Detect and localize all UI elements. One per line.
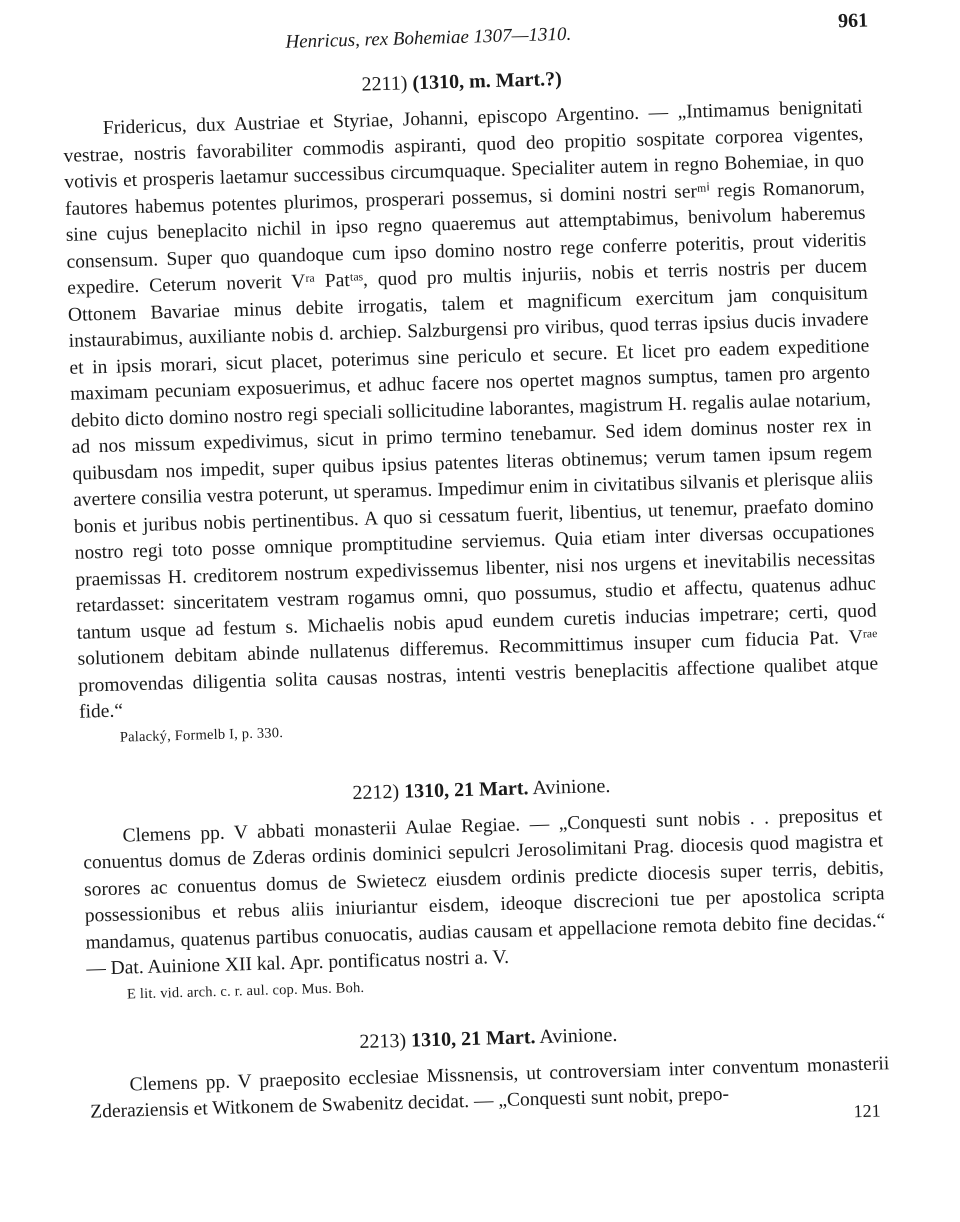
document-number: 2212): [352, 780, 400, 804]
document-date: (1310, m. Mart.?): [412, 68, 563, 95]
document-text: Clemens pp. V praeposito ecclesiae Missnensis, ut controversiam inter conventum monasterii Zderaziensis et Witkonem de Swabenitz decidat. — „Conquesti sunt nobit, prepo-: [89, 1052, 890, 1123]
page: [60, 6, 891, 1146]
document-source: Palacký, Formelb I, p. 330.: [119, 724, 284, 746]
page-number: 961: [837, 9, 869, 33]
document-source: E lit. vid. arch. c. r. aul. cop. Mus. Boh.: [126, 979, 365, 1003]
signature-mark: 121: [853, 1100, 881, 1121]
document-text: Clemens pp. V abbati monasterii Aulae Regiae. — „Conquesti sunt nobis . . prepositus et conuentus domus de Zderas ordinis dominici sepulcri Jerosolimitani Prag. diocesis quod magistra et sorores ac conuentus domus de Swietecz eiusdem ordinis predicte diocesis super terris, debitis, possessionibus et rebus aliis iniuriantur eisdem, ideoque discrecioni tue per apostolica scripta mandamus, quatenus partibus conuocatis, audias causam et appellacione remota debito fine decidas.“ — Dat. Auinione XII kal. Apr. pontificatus nostri a. V.: [83, 803, 886, 980]
document-number: 2213): [359, 1029, 407, 1053]
document-number: 2211): [361, 72, 408, 96]
document-place: Avinione.: [532, 774, 611, 799]
running-title: Henricus, rex Bohemiae 1307—1310.: [285, 23, 572, 53]
document-text: Fridericus, dux Austriae et Styriae, Johanni, episcopo Argentino. — „Intimamus benignitati vestrae, nostris favorabiliter commodis aspiranti, quod deo propitio sospitate corporea vigentes, votivis et prosperis laetamur successibus circumquaque. Specialiter autem in regno Bohemiae, in quo fautores habemus potentes plurimos, prosperari possemus, si domini nostri serᵐⁱ regis Romanorum, sine cujus beneplacito nichil in ipso regno quaeremus aut attemptabimus, benivolum haberemus consensum. Super quo quandoque cum ipso domino nostro rege conferre poteritis, prout videritis expedire. Ceterum noverit Vʳᵃ Patᵗᵃˢ, quod pro multis injuriis, nobis et terris nostris per ducem Ottonem Bavariae minus debite irrogatis, talem et magnificum exercitum jam conquisitum instaurabimus, auxiliante nobis d. archiep. Salzburgensi pro viribus, quod terras ipsius ducis invadere et in ipsis morari, sicut placet, poterimus sine periculo et secure. Et licet pro eadem expeditione maximam pecuniam exposuerimus, et adhuc facere nos opertet magnos sumptus, tamen pro argento debito dicto domino nostro regi speciali sollicitudine laborantes, magistrum H. regalis aulae notarium, ad nos missum expedivimus, sicut in primo termino tenebamur. Sed idem dominus noster rex in quibusdam nos impedit, super quibus ipsius patentes literas obtinemus; verum tamen ipsum regem avertere consilia vestra poterunt, ut speramus. Impedimur enim in civitatibus silvanis et plerisque aliis bonis et juribus nobis pertinentibus. A quo si cessatum fuerit, libentius, ut tenemur, praefato domino nostro regi toto posse omnique promptitudine serviemus. Quia etiam inter diversas occupationes praemissas H. creditorem nostrum expedivissemus libenter, nisi nos urgens et inevitabilis necessitas retardasset: sinceritatem vestram rogamus omni, quo possumus, studio et affectu, quatenus adhuc tantum usque ad festum s. Michaelis nobis apud eundem curetis inducias impetrare; certi, quod solutionem debitam abinde nullatenus differemus. Recommittimus insuper cum fiducia Pat. Vʳᵃᵉ promovendas diligentia solita causas nostras, intenti vestris beneplacitis affectione qualibet atque fide.“: [63, 96, 879, 723]
document-date: 1310, 21 Mart.: [410, 1025, 536, 1052]
document-date: 1310, 21 Mart.: [403, 776, 529, 803]
document-place: Avinione.: [539, 1023, 618, 1048]
